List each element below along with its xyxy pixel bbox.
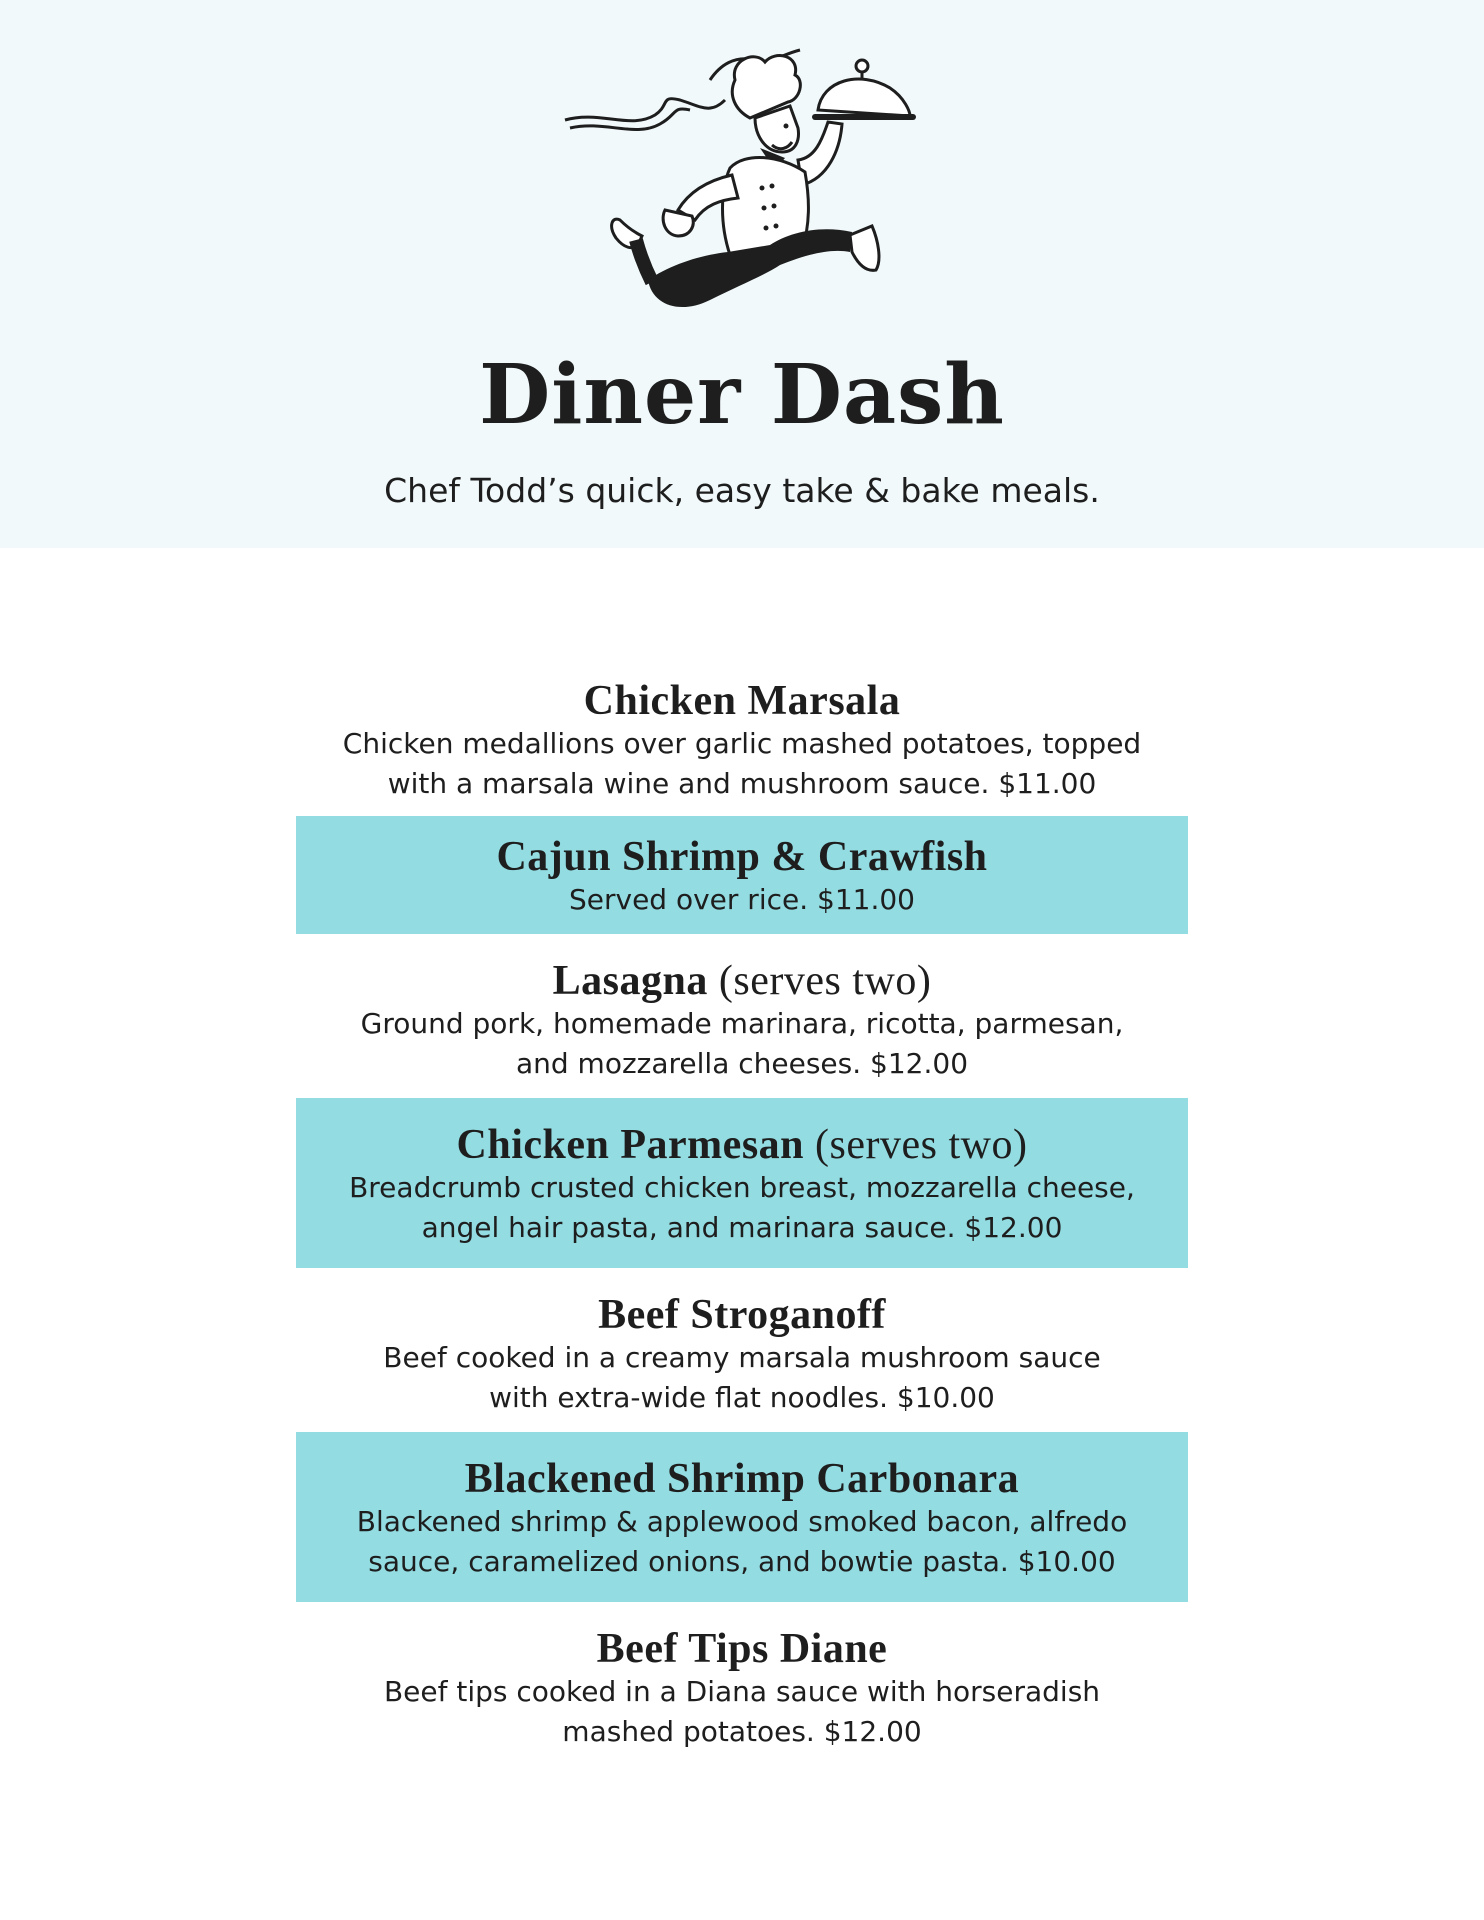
page-title: Diner Dash (479, 347, 1005, 443)
menu-item-name (296, 958, 1188, 1004)
menu-item-description: Served over rice. $11.00 (568, 883, 915, 916)
menu-item-description: Beef tips cooked in a Diana sauce with horseradish mashed potatoes. $12.00 (383, 1675, 1101, 1748)
menu-item-chicken-marsala (296, 668, 1188, 816)
menu-item-title: Chicken Marsala (583, 678, 901, 724)
menu-item-title: Cajun Shrimp & Crawfish (496, 834, 988, 880)
menu-item-blackened-shrimp-carbonara (296, 1432, 1188, 1602)
menu-item-description: Breadcrumb crusted chicken breast, mozzarella cheese, angel hair pasta, and marinara sauce. $12.00 (349, 1171, 1135, 1244)
menu-item-beef-tips-diane (296, 1626, 1188, 1758)
menu-item-name (296, 1098, 1188, 1168)
menu-item-title: Beef Stroganoff (598, 1292, 886, 1338)
menu-item-note: (serves two) (804, 1122, 1028, 1168)
menu-item-description: Ground pork, homemade marinara, ricotta, parmesan, and mozzarella cheeses. $12.00 (360, 1007, 1124, 1080)
menu-item-beef-stroganoff (296, 1292, 1188, 1424)
running-chef-logo (560, 40, 930, 340)
header-banner (0, 0, 1484, 548)
menu-item-name (296, 678, 1188, 724)
menu-item-lasagna (296, 958, 1188, 1090)
menu-item-title: Blackened Shrimp Carbonara (464, 1456, 1020, 1502)
tagline: Chef Todd’s quick, easy take & bake meals. (384, 471, 1100, 510)
menu-item-description: Chicken medallions over garlic mashed potatoes, topped with a marsala wine and mushroom sauce. $11.00 (342, 727, 1142, 800)
menu-item-description: Blackened shrimp & applewood smoked bacon, alfredo sauce, caramelized onions, and bowtie pasta. $10.00 (356, 1505, 1128, 1578)
menu-item-name (296, 1432, 1188, 1502)
menu-item-title: Chicken Parmesan (456, 1122, 805, 1168)
menu-item-name (296, 1292, 1188, 1338)
menu-item-cajun-shrimp-crawfish (296, 816, 1188, 934)
menu-item-title: Beef Tips Diane (596, 1626, 888, 1672)
menu-item-name (296, 816, 1188, 880)
menu-item-name (296, 1626, 1188, 1672)
menu-item-description: Beef cooked in a creamy marsala mushroom sauce with extra-wide flat noodles. $10.00 (383, 1341, 1101, 1414)
menu-item-title: Lasagna (552, 958, 708, 1004)
menu-item-note: (serves two) (707, 958, 932, 1004)
menu-item-chicken-parmesan (296, 1098, 1188, 1268)
